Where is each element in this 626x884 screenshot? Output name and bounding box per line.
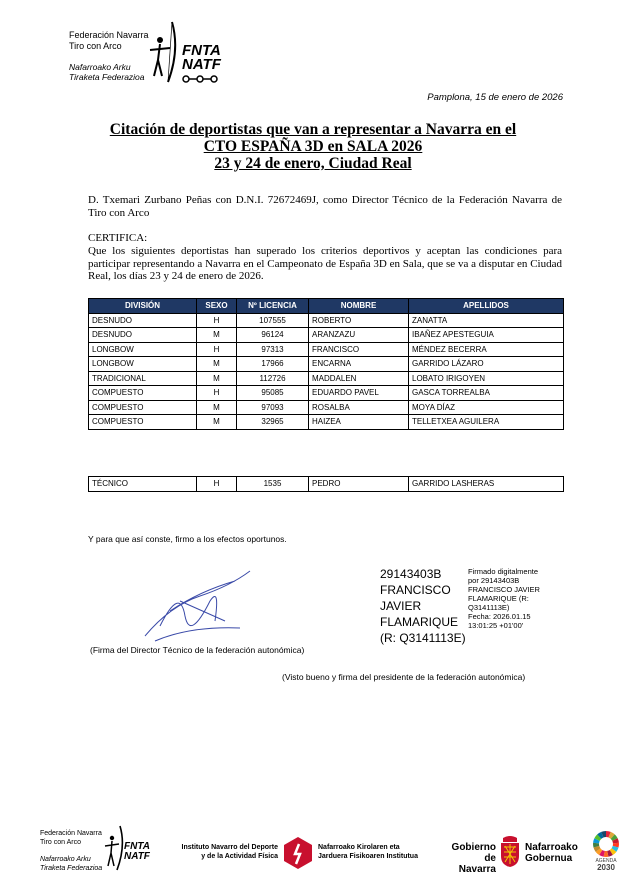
cell-division: COMPUESTO: [89, 415, 197, 430]
cell-name: ENCARNA: [309, 357, 409, 372]
col-header-license: Nº LICENCIA: [237, 299, 309, 314]
org-line1: Federación Navarra: [69, 30, 149, 40]
footer-fed-name-eu: [40, 856, 102, 873]
cell-name: MADDALEN: [309, 371, 409, 386]
footer-gob-line2: de Navarra: [458, 853, 496, 875]
cell-license: 32965: [237, 415, 309, 430]
cell-division: COMPUESTO: [89, 386, 197, 401]
title-line2: CTO ESPAÑA 3D en SALA 2026: [203, 138, 423, 155]
col-header-name: NOMBRE: [309, 299, 409, 314]
header-org-name-eu: [69, 62, 145, 82]
digital-signature-name: [380, 566, 466, 646]
document-date: Pamplona, 15 de enero de 2026: [427, 92, 563, 103]
table-row: [89, 357, 564, 372]
cell-division: TRADICIONAL: [89, 371, 197, 386]
cell-license: 17966: [237, 357, 309, 372]
ind-logo-icon: [283, 836, 313, 870]
cell-sex: M: [197, 371, 237, 386]
digital-signature-details: [468, 567, 540, 630]
sig-detail-line: Firmado digitalmente: [468, 567, 539, 576]
col-header-surname: APELLIDOS: [409, 299, 564, 314]
org-line2: Tiro con Arco: [69, 41, 122, 51]
cell-license: 97313: [237, 342, 309, 357]
sig-detail-line: 13:01:25 +01'00': [468, 621, 524, 630]
cell-surname: GARRIDO LASHERAS: [409, 477, 564, 492]
col-header-division: DIVISIÓN: [89, 299, 197, 314]
cell-name: HAIZEA: [309, 415, 409, 430]
navarra-shield-icon: [499, 834, 521, 868]
agenda-2030-label: [591, 858, 621, 872]
col-header-sex: SEXO: [197, 299, 237, 314]
table-row: [89, 342, 564, 357]
footer-fed-name: [40, 830, 102, 847]
logo-top: FNTA: [182, 42, 221, 59]
logo-bottom: NATF: [182, 56, 221, 73]
footer-fed-eu-line1: Nafarroako Arku: [40, 856, 91, 863]
cell-division: TÉCNICO: [89, 477, 197, 492]
cell-division: DESNUDO: [89, 328, 197, 343]
header-logo-text: [182, 44, 221, 72]
footer-logo-bottom: NATF: [124, 851, 150, 862]
cell-sex: H: [197, 342, 237, 357]
closing-text: Y para que así conste, firmo a los efectos oportunos.: [88, 534, 287, 544]
cell-name: EDUARDO PAVEL: [309, 386, 409, 401]
footer-ind-line1: Instituto Navarro del Deporte: [181, 844, 278, 851]
footer-nafgob-line2: Gobernua: [525, 853, 573, 864]
cell-division: DESNUDO: [89, 313, 197, 328]
title-line3: 23 y 24 de enero, Ciudad Real: [214, 155, 412, 172]
cell-license: 95085: [237, 386, 309, 401]
footer-nafgob-line1: Nafarroako: [525, 842, 578, 853]
header-org-name: [69, 30, 149, 52]
sig-detail-line: por 29143403B: [468, 576, 520, 585]
cell-surname: LOBATO IRIGOYEN: [409, 371, 564, 386]
footer-gob-line1: Gobierno: [451, 842, 496, 853]
cell-surname: GASCA TORREALBA: [409, 386, 564, 401]
cell-division: LONGBOW: [89, 342, 197, 357]
footer-nafgob-name: [525, 842, 578, 864]
footer-nki-name: [318, 844, 418, 861]
sig-detail-line: FRANCISCO JAVIER: [468, 585, 540, 594]
footer-nki-line1: Nafarroako Kirolaren eta: [318, 844, 400, 851]
cell-license: 107555: [237, 313, 309, 328]
logo-chain-icon: [180, 74, 222, 84]
cell-surname: TELLETXEA AGUILERA: [409, 415, 564, 430]
certifica-label: CERTIFICA:: [88, 232, 148, 244]
certifica-paragraph: Que los siguientes deportistas han superado los criterios deportivos y aceptan las condiciones para participar representando a Navarra en el Campeonato de España 3D en Sala, que se va a disputar en Ciudad Real, los días 23 y 24 de enero de 2026.: [88, 245, 562, 282]
cell-surname: ZANATTA: [409, 313, 564, 328]
cell-sex: M: [197, 400, 237, 415]
title-line1: Citación de deportistas que van a representar a Navarra en el: [109, 121, 517, 138]
table-row: [89, 477, 564, 492]
footer-logo-text: [124, 842, 150, 862]
cell-surname: MÉNDEZ BECERRA: [409, 342, 564, 357]
footer-fed-eu-line2: Tiraketa Federazioa: [40, 864, 103, 872]
cell-license: 97093: [237, 400, 309, 415]
footer-fed-line1: Federación Navarra: [40, 830, 102, 837]
sig-detail-line: Fecha: 2026.01.15: [468, 612, 531, 621]
cell-sex: M: [197, 415, 237, 430]
tecnico-table: [88, 476, 564, 492]
table-row: [89, 313, 564, 328]
sig-first-name: FRANCISCO: [380, 583, 451, 597]
cell-name: ROBERTO: [309, 313, 409, 328]
handwritten-signature: [140, 566, 260, 646]
cell-sex: M: [197, 357, 237, 372]
cell-name: ROSALBA: [309, 400, 409, 415]
footer-archer-icon: [104, 824, 126, 872]
cell-license: 1535: [237, 477, 309, 492]
footer-ind-line2: y de la Actividad Física: [201, 852, 278, 860]
footer-logo-top: FNTA: [124, 841, 150, 852]
org-eu-line2: Tiraketa Federazioa: [69, 72, 145, 82]
footer-fed-line2: Tiro con Arco: [40, 838, 81, 846]
sig-surname: FLAMARIQUE: [380, 615, 459, 629]
sig-detail-line: FLAMARIQUE (R:: [468, 594, 529, 603]
cell-surname: GARRIDO LÁZARO: [409, 357, 564, 372]
footer-nki-line2: Jarduera Fisikoaren Institutua: [318, 852, 418, 860]
cell-division: LONGBOW: [89, 357, 197, 372]
cell-license: 96124: [237, 328, 309, 343]
table-row: [89, 371, 564, 386]
agenda-line1: AGENDA: [595, 858, 617, 864]
table-row: [89, 400, 564, 415]
sig-ref: (R: Q3141113E): [380, 631, 466, 645]
agenda-line2: 2030: [597, 863, 615, 872]
intro-paragraph: D. Txemari Zurbano Peñas con D.N.I. 72672469J, como Director Técnico de la Federación Navarra de Tiro con Arco: [88, 194, 562, 219]
president-signature-caption: (Visto bueno y firma del presidente de la federación autonómica): [282, 672, 526, 682]
document-title: [0, 121, 626, 172]
org-eu-line1: Nafarroako Arku: [69, 62, 131, 72]
table-row: [89, 328, 564, 343]
cell-sex: H: [197, 313, 237, 328]
cell-surname: IBAÑEZ APESTEGUIA: [409, 328, 564, 343]
cell-license: 112726: [237, 371, 309, 386]
sig-detail-line: Q3141113E): [468, 603, 510, 612]
cell-name: FRANCISCO: [309, 342, 409, 357]
table-row: [89, 386, 564, 401]
cell-division: COMPUESTO: [89, 400, 197, 415]
director-signature-caption: (Firma del Director Técnico de la federación autonómica): [90, 645, 305, 655]
sig-id: 29143403B: [380, 567, 442, 581]
footer-ind-name: [172, 844, 278, 861]
cell-sex: H: [197, 386, 237, 401]
cell-sex: M: [197, 328, 237, 343]
agenda-2030-wheel-icon: [592, 830, 620, 858]
table-header-row: [89, 299, 564, 314]
cell-sex: H: [197, 477, 237, 492]
athletes-table: [88, 298, 564, 430]
footer-gob-name: [448, 842, 496, 875]
sig-middle-name: JAVIER: [380, 599, 422, 613]
table-row: [89, 415, 564, 430]
cell-name: ARANZAZU: [309, 328, 409, 343]
archer-icon: [148, 20, 180, 86]
cell-name: PEDRO: [309, 477, 409, 492]
cell-surname: MOYA DÍAZ: [409, 400, 564, 415]
